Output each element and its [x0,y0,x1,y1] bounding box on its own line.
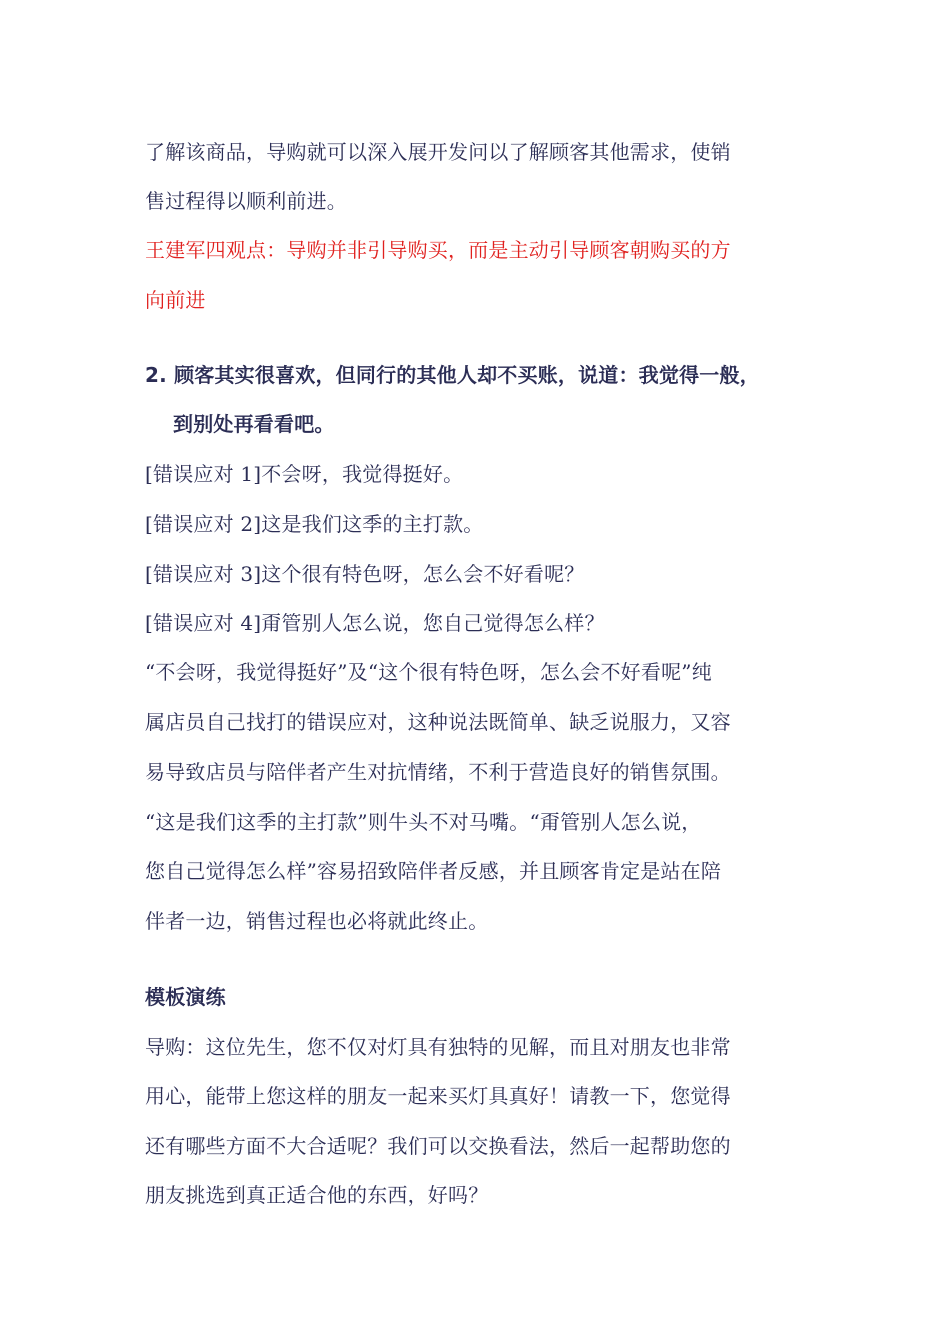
analysis-line-4: “这是我们这季的主打款”则牛头不对马嘴。“甭管别人怎么说， [145,810,702,834]
analysis-line-1: “不会呀，我觉得挺好”及“这个很有特色呀，怎么会不好看呢”纯 [145,660,712,684]
intro-line-2: 售过程得以顺利前进。 [145,189,347,213]
template-heading: 模板演练 [145,985,226,1009]
template-line-4: 朋友挑选到真正适合他的东西，好吗？ [145,1183,489,1207]
analysis-line-2: 属店员自己找打的错误应对，这种说法既简单、缺乏说服力，又容 [145,710,731,734]
question-heading-line-1: 2. 顾客其实很喜欢，但同行的其他人却不买账，说道：我觉得一般， [145,363,760,387]
template-line-2: 用心，能带上您这样的朋友一起来买灯具真好！请教一下，您觉得 [145,1084,731,1108]
document-page [145,0,835,1344]
wrong-response-3: [错误应对 3]这个很有特色呀，怎么会不好看呢？ [145,562,585,586]
template-line-1: 导购：这位先生，您不仅对灯具有独特的见解，而且对朋友也非常 [145,1035,731,1059]
template-line-3: 还有哪些方面不大合适呢？我们可以交换看法，然后一起帮助您的 [145,1134,731,1158]
question-heading-line-2: 到别处再看看吧。 [173,412,335,436]
wrong-response-2: [错误应对 2]这是我们这季的主打款。 [145,512,484,536]
analysis-line-6: 伴者一边，销售过程也必将就此终止。 [145,909,489,933]
viewpoint-line-2: 向前进 [145,288,206,312]
analysis-line-3: 易导致店员与陪伴者产生对抗情绪，不利于营造良好的销售氛围。 [145,760,731,784]
analysis-line-5: 您自己觉得怎么样”容易招致陪伴者反感，并且顾客肯定是站在陪 [145,859,722,883]
viewpoint-line-1: 王建军四观点：导购并非引导购买，而是主动引导顾客朝购买的方 [145,238,731,262]
intro-line-1: 了解该商品，导购就可以深入展开发问以了解顾客其他需求，使销 [145,140,731,164]
wrong-response-4: [错误应对 4]甭管别人怎么说，您自己觉得怎么样？ [145,611,605,635]
wrong-response-1: [错误应对 1]不会呀，我觉得挺好。 [145,462,464,486]
